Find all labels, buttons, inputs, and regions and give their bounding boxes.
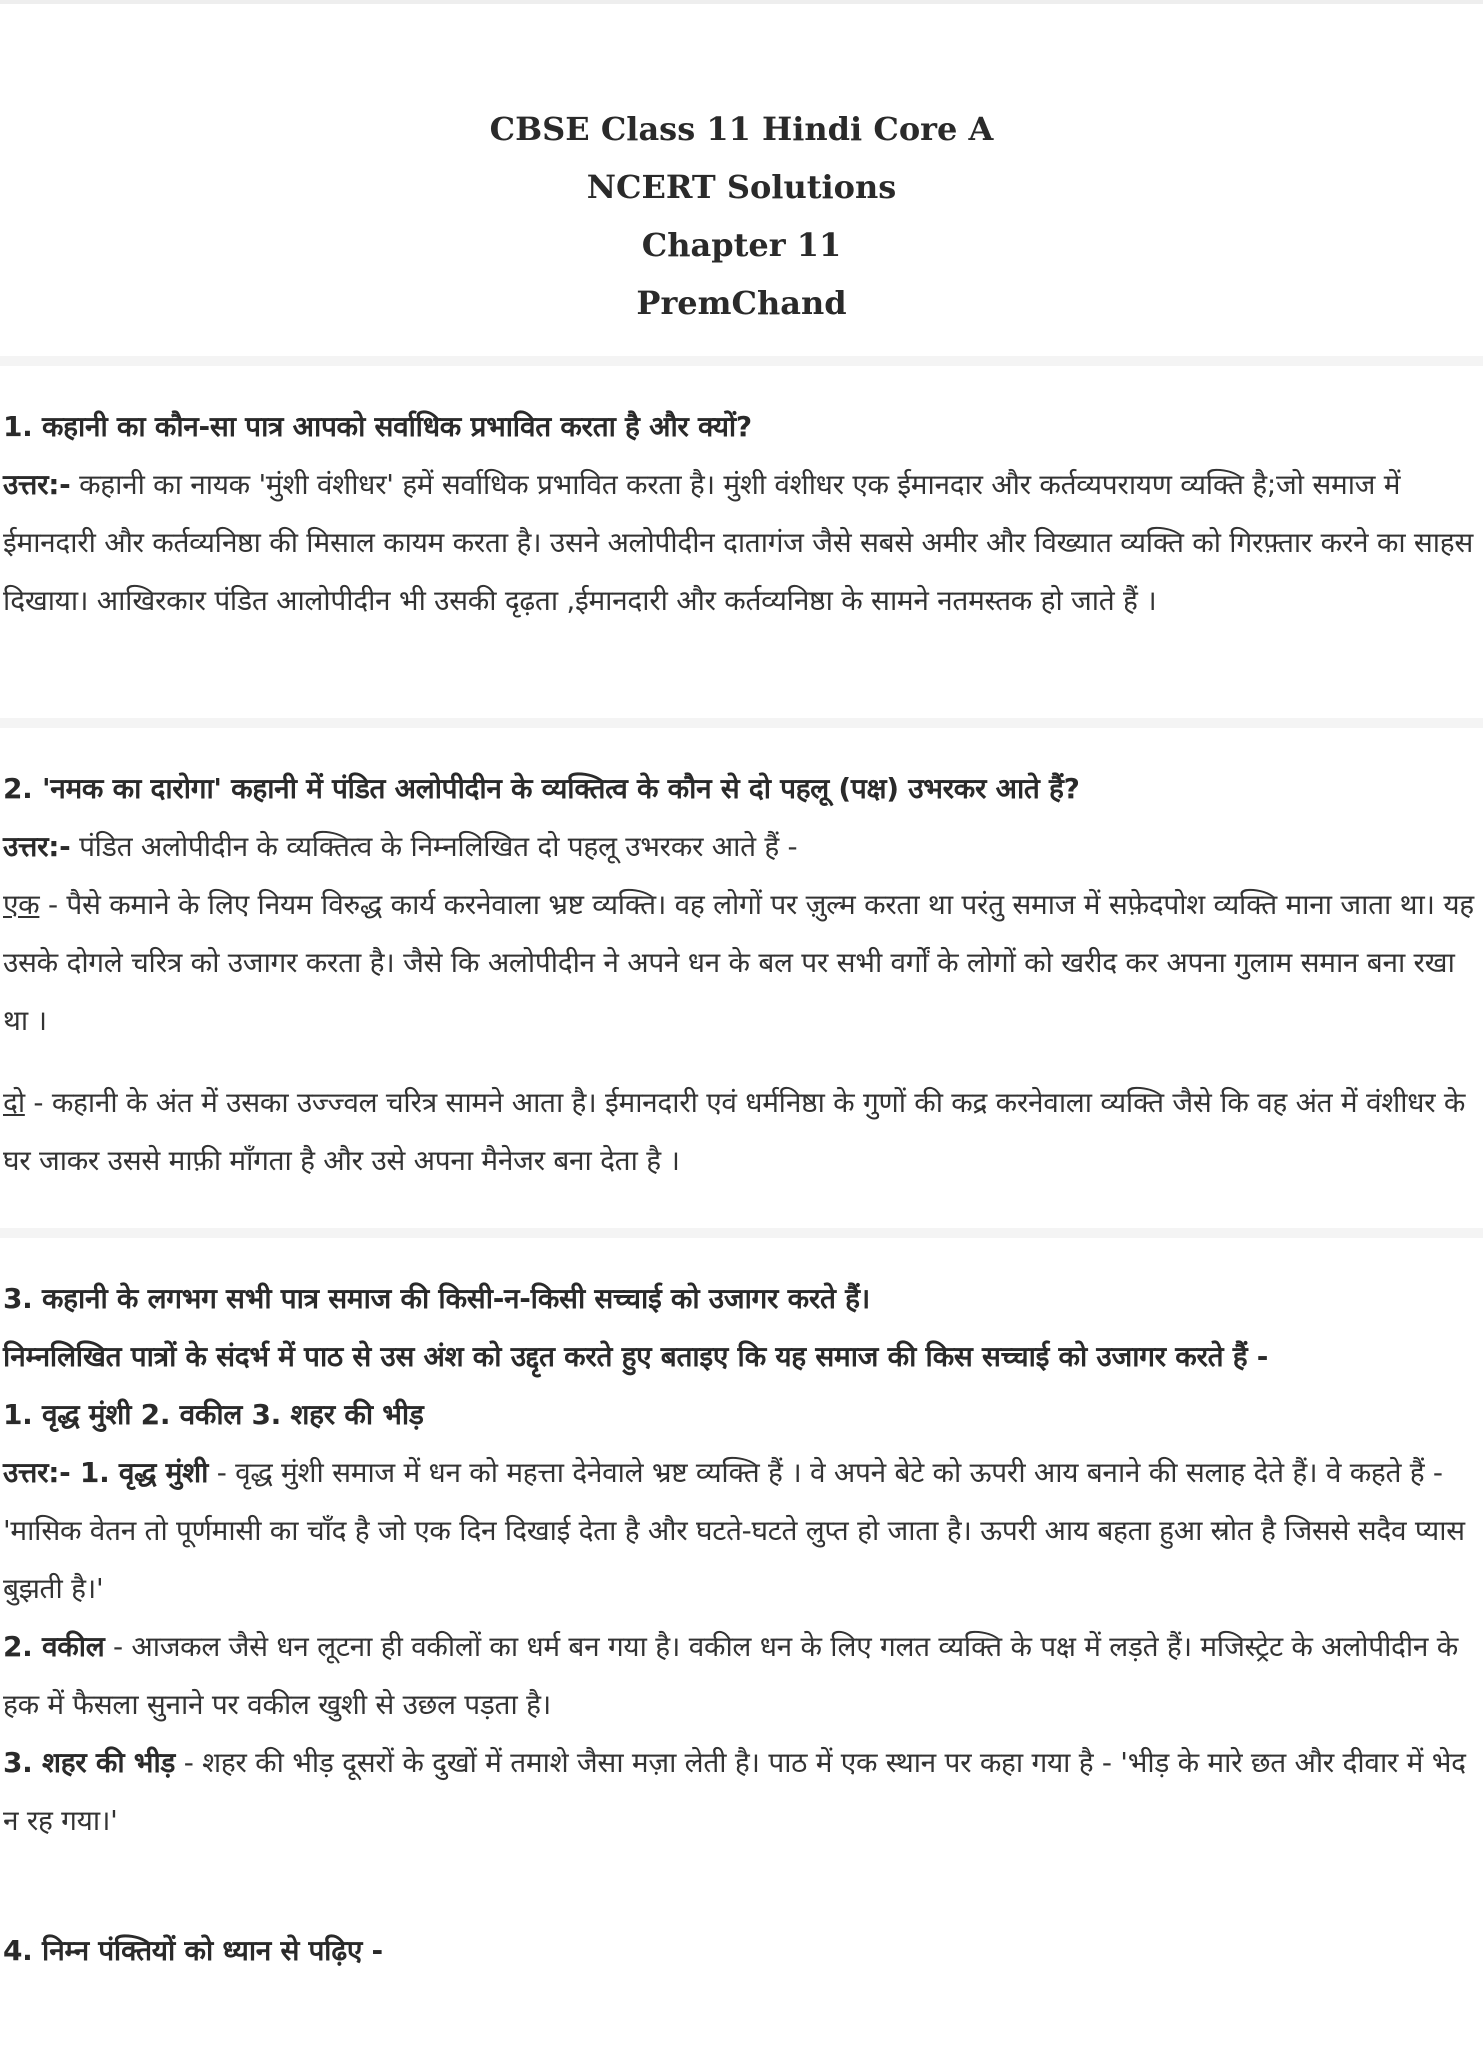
answer-1 — [3, 456, 1479, 630]
answer-label: उत्तर:- — [3, 830, 71, 863]
top-rule — [0, 0, 1483, 4]
section-divider — [0, 1228, 1483, 1238]
question-3-line-2: निम्नलिखित पात्रों के संदर्भ में पाठ से उस अंश को उद्दृत करते हुए बताइए कि यह समाज की किस सच्चाई को उजागर करते हैं - — [3, 1340, 1269, 1373]
section-divider — [0, 356, 1483, 366]
answer-label: उत्तर:- — [3, 468, 71, 501]
item-2-label: 2. वकील — [3, 1630, 105, 1663]
header-solutions: NCERT Solutions — [586, 168, 897, 206]
question-3-line-3: 1. वृद्ध मुंशी 2. वकील 3. शहर की भीड़ — [3, 1398, 424, 1431]
answer-2-point-2 — [3, 1074, 1479, 1190]
question-4-section — [3, 1922, 1479, 1980]
answer-2-intro-text: पंडित अलोपीदीन के व्यक्तित्व के निम्नलिखित दो पहलू उभरकर आते हैं - — [70, 830, 798, 863]
answer-2-point-1 — [3, 876, 1479, 1050]
question-1-text: 1. कहानी का कौन-सा पात्र आपको सर्वाधिक प्रभावित करता है और क्यों? — [3, 410, 752, 443]
item-3-text: - शहर की भीड़ दूसरों के दुखों में तमाशे जैसा मज़ा लेती है। पाठ में एक स्थान पर कहा गया है - 'भीड़ के मारे छत और दीवार में भेद न रह गया।' — [3, 1746, 1466, 1837]
answer-2-intro — [3, 818, 1479, 876]
header-author: PremChand — [636, 284, 847, 322]
answer-3-item-2 — [3, 1618, 1479, 1734]
answer-3-item-1 — [3, 1444, 1479, 1618]
question-1-section — [3, 398, 1479, 630]
question-4-text: 4. निम्न पंक्तियों को ध्यान से पढ़िए - — [3, 1934, 383, 1967]
item-2-text: - आजकल जैसे धन लूटना ही वकीलों का धर्म बन गया है। वकील धन के लिए गलत व्यक्ति के पक्ष में लड़ते हैं। मजिस्ट्रेट के अलोपीदीन के हक में फैसला सुनाने पर वकील खुशी से उछल पड़ता है। — [3, 1630, 1458, 1721]
document-header — [0, 100, 1483, 332]
section-divider — [0, 718, 1483, 728]
question-3-section — [3, 1270, 1479, 1850]
item-1-label: 1. वृद्ध मुंशी — [70, 1456, 209, 1489]
answer-1-text: कहानी का नायक 'मुंशी वंशीधर' हमें सर्वाधिक प्रभावित करता है। मुंशी वंशीधर एक ईमानदार और कर्तव्यपरायण व्यक्ति है;जो समाज में ईमानदारी और कर्तव्यनिष्ठा की मिसाल कायम करता है। उसने अलोपीदीन दातागंज जैसे सबसे अमीर और विख्यात व्यक्ति को गिरफ़्तार करने का साहस दिखाया। आखिरकार पंडित आलोपीदीन भी उसकी दृढ़ता ,ईमानदारी और कर्तव्यनिष्ठा के सामने नतमस्तक हो जाते हैं । — [3, 468, 1473, 617]
item-3-label: 3. शहर की भीड़ — [3, 1746, 176, 1779]
header-board-class: CBSE Class 11 Hindi Core A — [489, 110, 994, 148]
question-3-line-1: 3. कहानी के लगभग सभी पात्र समाज की किसी-न-किसी सच्चाई को उजागर करते हैं। — [3, 1282, 870, 1315]
point-1-text: - पैसे कमाने के लिए नियम विरुद्ध कार्य करनेवाला भ्रष्ट व्यक्ति। वह लोगों पर ज़ुल्म करता था परंतु समाज में सफ़ेदपोश व्यक्ति माना जाता था। यह उसके दोगले चरित्र को उजागर करता है। जैसे कि अलोपीदीन ने अपने धन के बल पर सभी वर्गों के लोगों को खरीद कर अपना गुलाम समान बना रखा था । — [3, 888, 1474, 1037]
question-2-text: 2. 'नमक का दारोगा' कहानी में पंडित अलोपीदीन के व्यक्तित्व के कौन से दो पहलू (पक्ष) उभरकर आते हैं? — [3, 772, 1080, 805]
point-2-label: दो — [3, 1086, 25, 1119]
question-2-section — [3, 760, 1479, 1190]
point-2-text: - कहानी के अंत में उसका उज्ज्वल चरित्र सामने आता है। ईमानदारी एवं धर्मनिष्ठा के गुणों की कद्र करनेवाला व्यक्ति जैसे कि वह अंत में वंशीधर के घर जाकर उससे माफ़ी माँगता है और उसे अपना मैनेजर बना देता है । — [3, 1086, 1466, 1177]
point-1-label: एक — [3, 888, 40, 921]
header-chapter: Chapter 11 — [641, 226, 842, 264]
item-1-text: - वृद्ध मुंशी समाज में धन को महत्ता देनेवाले भ्रष्ट व्यक्ति हैं । वे अपने बेटे को ऊपरी आय बनाने की सलाह देते हैं। वे कहते हैं - 'मासिक वेतन तो पूर्णमासी का चाँद है जो एक दिन दिखाई देता है और घटते-घटते लुप्त हो जाता है। ऊपरी आय बहता हुआ स्रोत है जिससे सदैव प्यास बुझती है।' — [3, 1456, 1465, 1605]
answer-3-item-3 — [3, 1734, 1479, 1850]
answer-label: उत्तर:- — [3, 1456, 71, 1489]
